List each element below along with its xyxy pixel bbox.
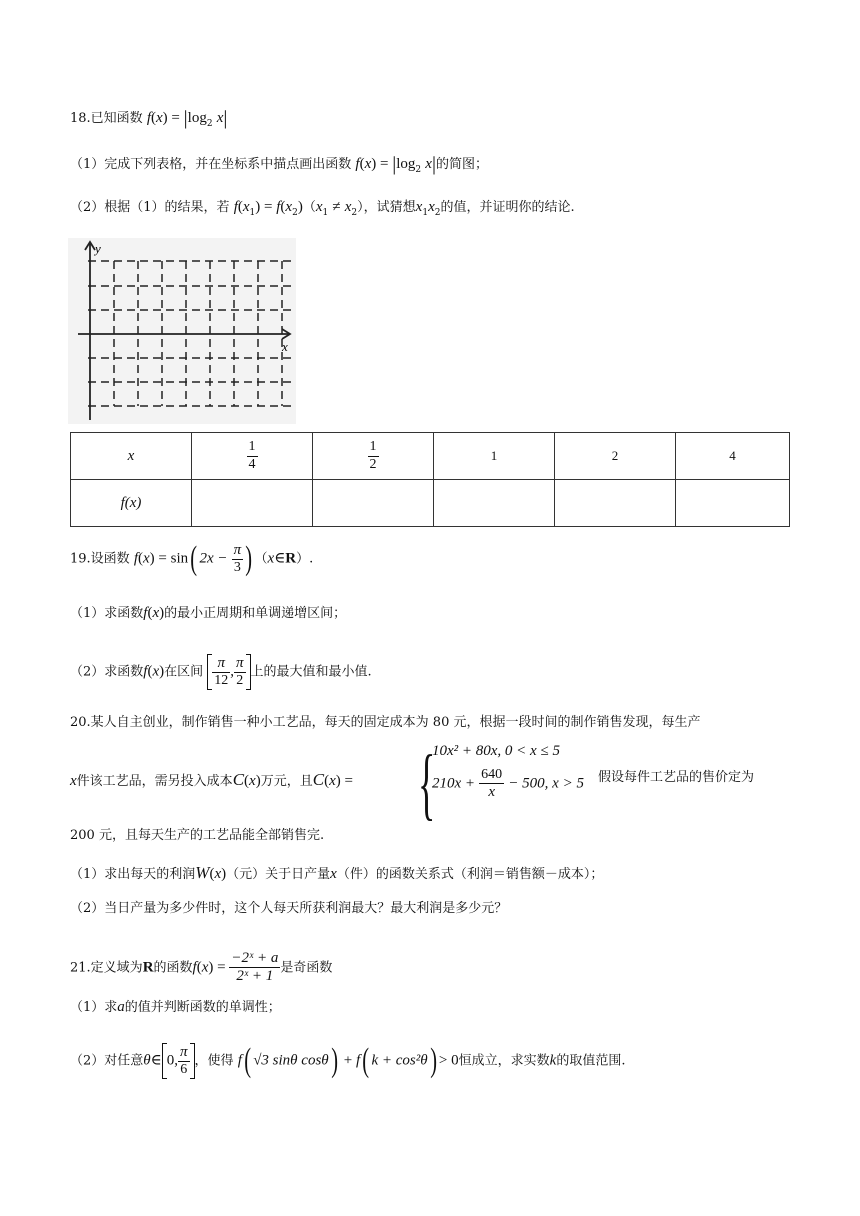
value-table bbox=[70, 432, 790, 527]
q20-line3: 200 元，且每天生产的工艺品能全部销售完. bbox=[70, 828, 325, 843]
case-2: 210x + $\frac{640}{x}$ − 500, x > 5 bbox=[432, 767, 584, 801]
x-axis-label: x bbox=[282, 339, 288, 354]
fx-symbol: f bbox=[146, 110, 151, 126]
q18-part2: （2）根据（1）的结果，若 $f(x_1) = f(x_2)(x_1 \ne x_2)$，试猜想$x_1x_2$的值，并证明你的结论. bbox=[70, 199, 575, 218]
q18-p2-text: （2）根据（1）的结果，若 bbox=[70, 200, 230, 215]
q19-part2: （2）求函数f(x)在区间 $\frac{\pi}{12}$ , $\frac{\pi}{2}$ 上的最大值和最小值. bbox=[70, 654, 372, 689]
table-cell-half: $\frac{1}{2}$ bbox=[313, 433, 434, 480]
table-cell-2: 2 bbox=[555, 433, 676, 480]
table-header-x: x bbox=[71, 433, 192, 480]
q20-part1: （1）求出每天的利润W(x)（元）关于日产量x（件）的函数关系式（利润＝销售额－成本）； bbox=[70, 863, 604, 882]
table-cell-4: 4 bbox=[676, 433, 790, 480]
table-header-fx: f(x) bbox=[71, 480, 192, 527]
q21-stem: 21.定义域为R的函数f(x) = $\frac{\text{−2ˣ + a}}{\text{2ˣ + 1}}$ 是奇函数 bbox=[70, 950, 333, 985]
q20-line2-tail: 假设每件工艺品的售价定为 bbox=[598, 770, 755, 785]
y-axis-label: y bbox=[95, 241, 101, 256]
table-cell-empty[interactable] bbox=[676, 480, 790, 527]
q21-part2: （2）对任意θ∈ 0, $\frac{\pi}{6}$ ，使得 f( √3 sinθ cosθ) + f( k + cos²θ) > 0恒成立，求实数k的取值范围. bbox=[70, 1042, 626, 1079]
q20-part2: （2）当日产量为多少件时，这个人每天所获利润最大？最大利润是多少元？ bbox=[70, 901, 508, 916]
q21-part1: （1）求a的值并判断函数的单调性； bbox=[70, 999, 281, 1015]
case-1: 10x² + 80x, 0 < x ≤ 5 bbox=[432, 743, 560, 759]
piecewise-brace: { bbox=[418, 740, 436, 828]
table-cell-empty[interactable] bbox=[555, 480, 676, 527]
table-cell-empty[interactable] bbox=[192, 480, 313, 527]
table-cell-empty[interactable] bbox=[434, 480, 555, 527]
q20-line2: x件该工艺品，需另投入成本C(x)万元，且C(x) = bbox=[70, 770, 353, 789]
table-row bbox=[71, 480, 790, 527]
table-cell-1: 1 bbox=[434, 433, 555, 480]
q18-p2-tail: 的值，并证明你的结论. bbox=[440, 200, 575, 215]
q20-line1: 20.某人自主创业，制作销售一种小工艺品，每天的固定成本为 80 元，根据一段时间的制作销售发现，每生产 bbox=[70, 715, 701, 730]
q18-p1-tail: 的简图； bbox=[435, 157, 488, 172]
table-row bbox=[71, 433, 790, 480]
coordinate-grid bbox=[68, 238, 296, 424]
q19-stem: 19.设函数 f(x) = sin( 2x − $\frac{\pi}{3}$ ) （x∈R）. bbox=[70, 540, 314, 578]
log-base: 2 bbox=[206, 119, 213, 129]
q19-part1: （1）求函数f(x)的最小正周期和单调递增区间； bbox=[70, 605, 347, 621]
table-cell-quarter: $\frac{1}{4}$ bbox=[192, 433, 313, 480]
log-text: log bbox=[187, 110, 207, 126]
q18-head: 18.已知函数 bbox=[70, 111, 143, 126]
q18-p1-text: （1）完成下列表格，并在坐标系中描点画出函数 bbox=[70, 157, 352, 172]
table-cell-empty[interactable] bbox=[313, 480, 434, 527]
q18-part1: （1）完成下列表格，并在坐标系中描点画出函数 $f(x) = |\log_2$ x|的简图； bbox=[70, 153, 488, 175]
q18-stem: 18.已知函数 $f(x) = |\log_2$ x| bbox=[70, 107, 228, 129]
